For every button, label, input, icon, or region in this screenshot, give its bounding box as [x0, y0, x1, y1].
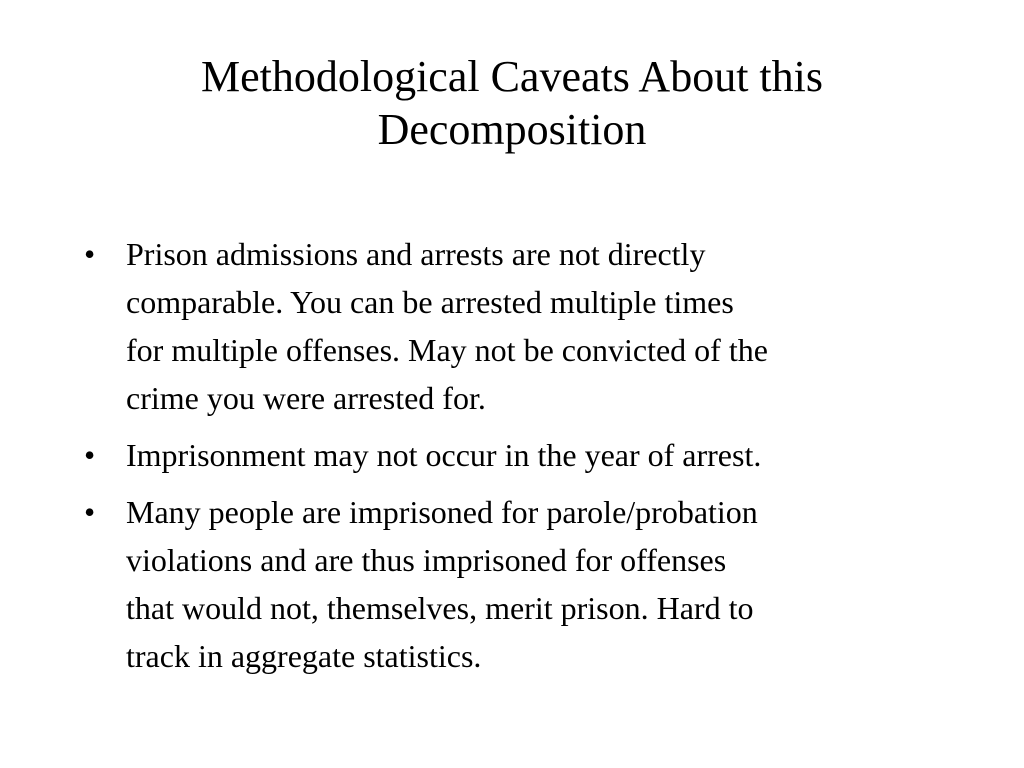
bullet-text-line: track in aggregate statistics. [126, 638, 482, 674]
bullet-item [84, 431, 964, 479]
bullet-list [84, 230, 964, 689]
bullet-item [84, 488, 964, 680]
bullet-dot-icon: • [84, 437, 96, 473]
title-line: Decomposition [377, 105, 647, 154]
bullet-dot-icon: • [84, 494, 96, 530]
slide-title [60, 50, 964, 156]
bullet-text-line: crime you were arrested for. [126, 380, 486, 416]
bullet-text-line: Imprisonment may not occur in the year of arrest. [126, 437, 762, 473]
bullet-text-line: comparable. You can be arrested multiple times [126, 284, 734, 320]
bullet-text-line: for multiple offenses. May not be convicted of the [126, 332, 768, 368]
bullet-text-line: that would not, themselves, merit prison. Hard to [126, 590, 754, 626]
bullet-item [84, 230, 964, 422]
bullet-text-line: Many people are imprisoned for parole/probation [126, 494, 758, 530]
bullet-text-line: Prison admissions and arrests are not directly [126, 236, 706, 272]
bullet-text-line: violations and are thus imprisoned for offenses [126, 542, 727, 578]
bullet-dot-icon: • [84, 236, 96, 272]
title-line: Methodological Caveats About this [200, 52, 824, 101]
